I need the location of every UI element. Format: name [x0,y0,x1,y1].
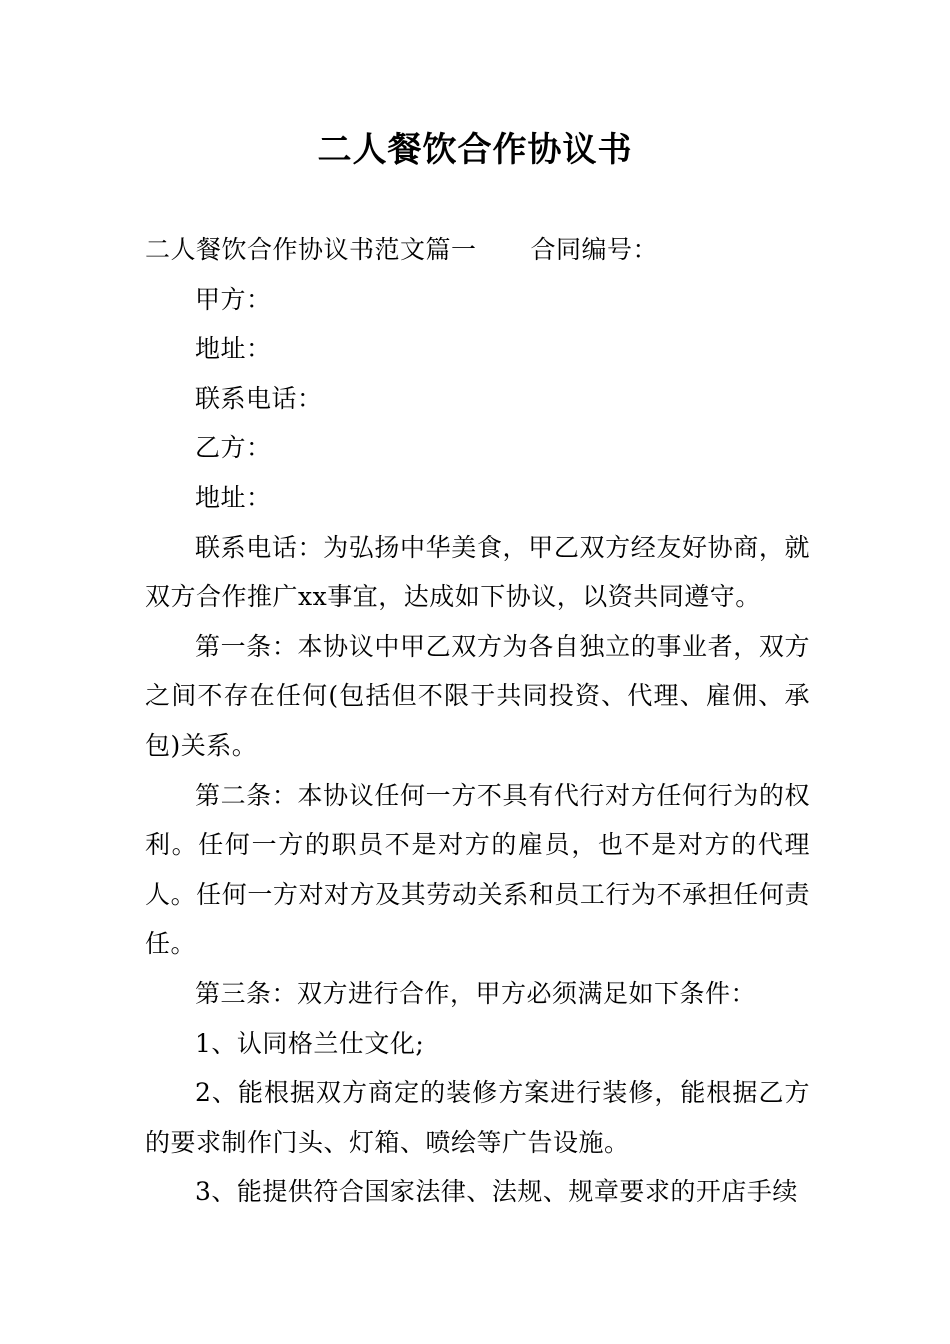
document-body [145,225,810,1217]
preamble-paragraph: 联系电话：为弘扬中华美食，甲乙双方经友好协商，就双方合作推广xx事宜，达成如下协议，以资共同遵守。 [145,532,810,612]
intro-heading: 二人餐饮合作协议书范文篇一 [145,235,477,264]
party-a-phone-label: 联系电话： [195,383,323,413]
document-title: 二人餐饮合作协议书 [317,130,633,170]
condition-1-paragraph: 1、认同格兰仕文化; [195,1028,425,1058]
article-1-paragraph: 第一条：本协议中甲乙双方为各自独立的事业者，双方之间不存在任何(包括但不限于共同投资、代理、雇佣、承包)关系。 [145,631,810,760]
party-b-label: 乙方： [195,433,272,463]
article-3-paragraph: 第三条：双方进行合作，甲方必须满足如下条件： [195,978,757,1008]
article-2-paragraph: 第二条：本协议任何一方不具有代行对方任何行为的权利。任何一方的职员不是对方的雇员，也不是对方的代理人。任何一方对对方及其劳动关系和员工行为不承担任何责任。 [145,780,810,959]
contract-number-label: 合同编号： [530,235,659,264]
party-a-address-label: 地址： [195,334,272,364]
condition-3-paragraph: 3、能提供符合国家法律、法规、规章要求的开店手续 [195,1177,798,1207]
condition-2-paragraph: 2、能根据双方商定的装修方案进行装修，能根据乙方的要求制作门头、灯箱、喷绘等广告设施。 [145,1078,810,1157]
party-a-label: 甲方： [195,284,272,314]
party-b-address-label: 地址： [195,482,272,512]
intro-line [145,225,810,275]
